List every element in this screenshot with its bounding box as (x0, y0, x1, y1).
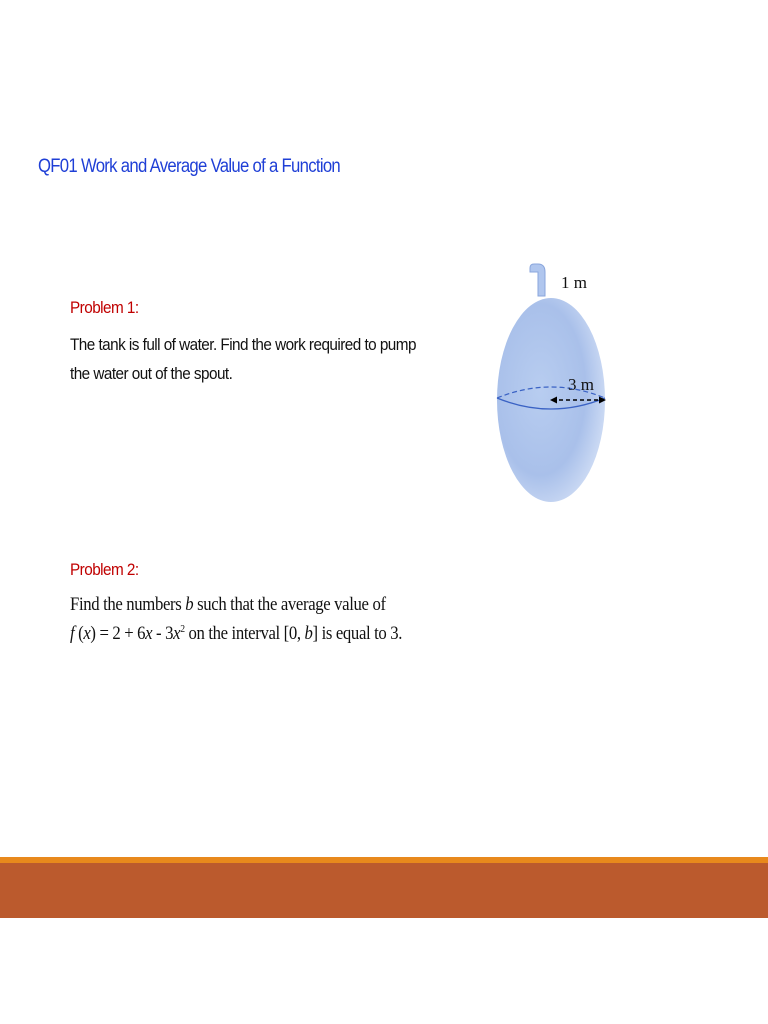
problem-1-heading: Problem 1: (70, 298, 139, 317)
text-run: Find the numbers (70, 594, 186, 615)
text-run: ) = 2 + 6 (90, 623, 146, 644)
text-run: such that the average value of (193, 594, 386, 615)
problem-2-line-2 (70, 619, 402, 648)
variable-b: b (304, 623, 313, 644)
problem-2-text (70, 590, 402, 648)
text-run: - 3 (152, 623, 174, 644)
variable-x: x (145, 623, 153, 644)
footer-band (0, 863, 768, 918)
problem-2-line-1 (70, 590, 402, 619)
text-run: ] is equal to 3. (312, 623, 403, 644)
slide-title: QF01 Work and Average Value of a Function (38, 156, 341, 177)
spherical-tank-figure (488, 250, 638, 510)
variable-x: x (83, 623, 91, 644)
exponent: 2 (180, 623, 185, 635)
text-run: ( (74, 623, 84, 644)
function-f: f (70, 623, 75, 644)
spout-height-label: 1 m (561, 273, 587, 292)
problem-1-line-1: The tank is full of water. Find the work required to pump (70, 335, 416, 354)
problem-1-text (70, 330, 416, 388)
problem-1-line-2: the water out of the spout. (70, 364, 233, 383)
variable-x: x (173, 623, 181, 644)
text-run: on the interval [0, (184, 623, 305, 644)
spout-shape (530, 264, 545, 296)
problem-2-heading: Problem 2: (70, 560, 139, 579)
radius-label: 3 m (568, 375, 594, 394)
variable-b: b (185, 594, 194, 615)
